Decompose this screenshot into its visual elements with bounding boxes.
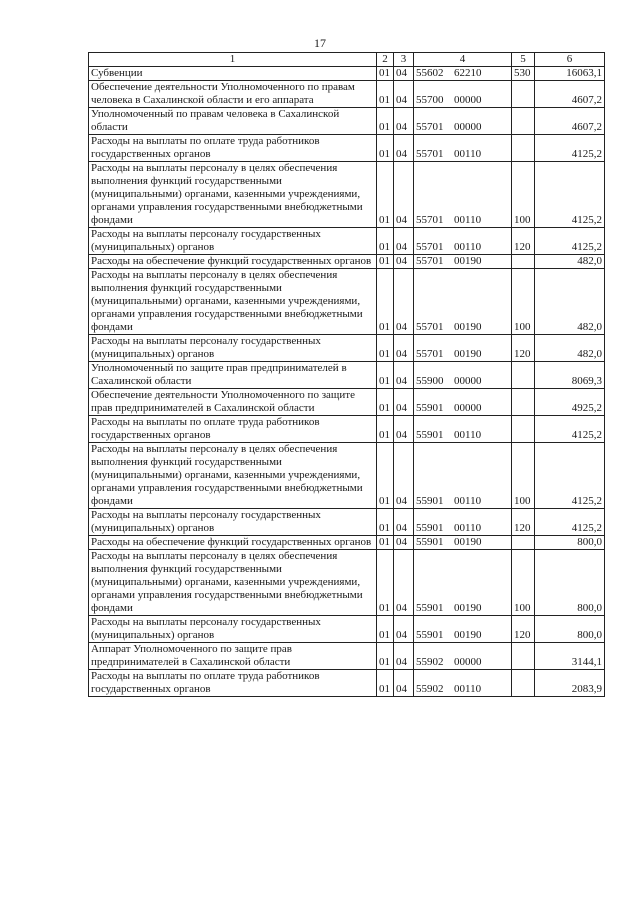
row-amount: 4607,2 xyxy=(535,108,605,135)
row-csr xyxy=(414,67,512,81)
row-csr xyxy=(414,389,512,416)
row-pr: 04 xyxy=(394,509,414,536)
table-body xyxy=(89,67,605,697)
row-csr-program: 55901 xyxy=(416,495,444,507)
row-name: Расходы на выплаты по оплате труда работников государственных органов xyxy=(89,416,377,443)
row-csr-direction: 00190 xyxy=(454,321,482,333)
row-amount: 4125,2 xyxy=(535,228,605,255)
row-amount: 16063,1 xyxy=(535,67,605,81)
row-amount: 2083,9 xyxy=(535,670,605,697)
row-pr: 04 xyxy=(394,670,414,697)
row-name: Расходы на выплаты персоналу государственных (муниципальных) органов xyxy=(89,228,377,255)
row-csr-direction: 00110 xyxy=(454,429,482,441)
row-rz: 01 xyxy=(377,643,394,670)
row-csr-direction: 00110 xyxy=(454,241,482,253)
row-rz: 01 xyxy=(377,162,394,228)
row-name: Расходы на выплаты по оплате труда работников государственных органов xyxy=(89,135,377,162)
table-row xyxy=(89,362,605,389)
row-pr: 04 xyxy=(394,335,414,362)
row-vr xyxy=(512,416,535,443)
row-csr-program: 55901 xyxy=(416,522,444,534)
row-name: Расходы на выплаты персоналу в целях обеспечения выполнения функций государственными (муниципальными) органами, казенными учреждениями, органами управления государственными внебюджетными фондами xyxy=(89,269,377,335)
page-number: 17 xyxy=(314,36,326,50)
row-csr-direction: 62210 xyxy=(454,67,482,79)
row-amount: 800,0 xyxy=(535,616,605,643)
row-pr: 04 xyxy=(394,108,414,135)
row-vr: 120 xyxy=(512,228,535,255)
row-pr: 04 xyxy=(394,616,414,643)
row-pr: 04 xyxy=(394,228,414,255)
row-vr xyxy=(512,536,535,550)
row-pr: 04 xyxy=(394,135,414,162)
row-name: Расходы на выплаты персоналу государственных (муниципальных) органов xyxy=(89,616,377,643)
row-csr xyxy=(414,162,512,228)
row-vr xyxy=(512,81,535,108)
row-amount: 8069,3 xyxy=(535,362,605,389)
row-pr: 04 xyxy=(394,255,414,269)
table-row xyxy=(89,255,605,269)
budget-table xyxy=(88,52,605,697)
row-pr: 04 xyxy=(394,162,414,228)
row-csr-program: 55901 xyxy=(416,429,444,441)
row-csr xyxy=(414,362,512,389)
row-csr xyxy=(414,269,512,335)
row-pr: 04 xyxy=(394,416,414,443)
row-rz: 01 xyxy=(377,616,394,643)
table-row xyxy=(89,416,605,443)
row-csr-program: 55602 xyxy=(416,67,444,79)
table-row xyxy=(89,228,605,255)
row-csr xyxy=(414,228,512,255)
row-csr-program: 55900 xyxy=(416,375,444,387)
row-csr xyxy=(414,81,512,108)
row-vr xyxy=(512,389,535,416)
row-csr-program: 55701 xyxy=(416,214,444,226)
row-vr xyxy=(512,362,535,389)
table-row xyxy=(89,643,605,670)
row-csr-direction: 00110 xyxy=(454,148,482,160)
row-vr: 120 xyxy=(512,509,535,536)
row-rz: 01 xyxy=(377,362,394,389)
row-csr xyxy=(414,550,512,616)
row-csr xyxy=(414,643,512,670)
row-name: Уполномоченный по защите прав предпринимателей в Сахалинской области xyxy=(89,362,377,389)
table-row xyxy=(89,670,605,697)
row-csr xyxy=(414,509,512,536)
row-csr-program: 55901 xyxy=(416,536,444,548)
table-row xyxy=(89,81,605,108)
row-amount: 4125,2 xyxy=(535,509,605,536)
row-amount: 4125,2 xyxy=(535,135,605,162)
table-row xyxy=(89,67,605,81)
row-csr-direction: 00190 xyxy=(454,602,482,614)
row-amount: 800,0 xyxy=(535,536,605,550)
table-row xyxy=(89,536,605,550)
row-name: Обеспечение деятельности Уполномоченного по правам человека в Сахалинской области и его аппарата xyxy=(89,81,377,108)
table-row xyxy=(89,443,605,509)
row-csr-program: 55701 xyxy=(416,321,444,333)
row-csr-program: 55701 xyxy=(416,348,444,360)
row-pr: 04 xyxy=(394,643,414,670)
row-rz: 01 xyxy=(377,550,394,616)
table-row xyxy=(89,108,605,135)
row-amount: 4125,2 xyxy=(535,162,605,228)
row-rz: 01 xyxy=(377,389,394,416)
row-csr-program: 55902 xyxy=(416,656,444,668)
row-vr xyxy=(512,255,535,269)
row-csr xyxy=(414,108,512,135)
row-pr: 04 xyxy=(394,81,414,108)
header-col-4: 4 xyxy=(414,53,512,67)
row-amount: 4607,2 xyxy=(535,81,605,108)
row-name: Обеспечение деятельности Уполномоченного по защите прав предпринимателей в Сахалинской области xyxy=(89,389,377,416)
header-col-3: 3 xyxy=(394,53,414,67)
table-row xyxy=(89,335,605,362)
row-csr xyxy=(414,670,512,697)
table-row xyxy=(89,509,605,536)
row-vr: 120 xyxy=(512,335,535,362)
row-pr: 04 xyxy=(394,362,414,389)
row-csr-program: 55700 xyxy=(416,94,444,106)
row-csr xyxy=(414,335,512,362)
row-rz: 01 xyxy=(377,228,394,255)
row-csr xyxy=(414,416,512,443)
row-name: Расходы на выплаты персоналу в целях обеспечения выполнения функций государственными (муниципальными) органами, казенными учреждениями, органами управления государственными внебюджетными фондами xyxy=(89,162,377,228)
row-rz: 01 xyxy=(377,81,394,108)
row-csr xyxy=(414,443,512,509)
row-vr: 100 xyxy=(512,269,535,335)
row-csr-program: 55902 xyxy=(416,683,444,695)
row-amount: 482,0 xyxy=(535,255,605,269)
row-pr: 04 xyxy=(394,443,414,509)
row-pr: 04 xyxy=(394,269,414,335)
row-vr: 530 xyxy=(512,67,535,81)
row-csr-direction: 00190 xyxy=(454,348,482,360)
row-rz: 01 xyxy=(377,255,394,269)
row-csr-program: 55701 xyxy=(416,241,444,253)
row-csr-direction: 00190 xyxy=(454,629,482,641)
row-vr: 100 xyxy=(512,443,535,509)
row-csr-direction: 00110 xyxy=(454,214,482,226)
row-vr: 100 xyxy=(512,550,535,616)
row-vr xyxy=(512,643,535,670)
row-rz: 01 xyxy=(377,269,394,335)
row-csr-direction: 00110 xyxy=(454,495,482,507)
row-pr: 04 xyxy=(394,389,414,416)
row-amount: 482,0 xyxy=(535,269,605,335)
row-name: Расходы на выплаты персоналу государственных (муниципальных) органов xyxy=(89,335,377,362)
row-csr-program: 55901 xyxy=(416,602,444,614)
row-amount: 4925,2 xyxy=(535,389,605,416)
row-csr-direction: 00110 xyxy=(454,522,482,534)
table-row xyxy=(89,616,605,643)
row-csr-direction: 00000 xyxy=(454,402,482,414)
row-rz: 01 xyxy=(377,443,394,509)
row-csr xyxy=(414,616,512,643)
row-rz: 01 xyxy=(377,509,394,536)
row-csr-program: 55701 xyxy=(416,148,444,160)
row-csr-direction: 00190 xyxy=(454,255,482,267)
row-csr-direction: 00190 xyxy=(454,536,482,548)
row-amount: 4125,2 xyxy=(535,443,605,509)
row-rz: 01 xyxy=(377,135,394,162)
table-row xyxy=(89,269,605,335)
row-rz: 01 xyxy=(377,108,394,135)
row-csr xyxy=(414,255,512,269)
row-name: Расходы на обеспечение функций государственных органов xyxy=(89,255,377,269)
row-rz: 01 xyxy=(377,670,394,697)
header-col-2: 2 xyxy=(377,53,394,67)
row-rz: 01 xyxy=(377,335,394,362)
header-col-1: 1 xyxy=(89,53,377,67)
row-rz: 01 xyxy=(377,536,394,550)
row-name: Уполномоченный по правам человека в Сахалинской области xyxy=(89,108,377,135)
row-amount: 4125,2 xyxy=(535,416,605,443)
row-csr-program: 55701 xyxy=(416,255,444,267)
header-row xyxy=(89,53,605,67)
row-csr-direction: 00000 xyxy=(454,94,482,106)
row-csr-direction: 00000 xyxy=(454,121,482,133)
row-vr: 120 xyxy=(512,616,535,643)
table-row xyxy=(89,389,605,416)
row-rz: 01 xyxy=(377,416,394,443)
row-name: Расходы на выплаты персоналу в целях обеспечения выполнения функций государственными (муниципальными) органами, казенными учреждениями, органами управления государственными внебюджетными фондами xyxy=(89,550,377,616)
row-name: Расходы на выплаты персоналу в целях обеспечения выполнения функций государственными (муниципальными) органами, казенными учреждениями, органами управления государственными внебюджетными фондами xyxy=(89,443,377,509)
row-vr: 100 xyxy=(512,162,535,228)
row-amount: 482,0 xyxy=(535,335,605,362)
row-vr xyxy=(512,108,535,135)
row-name: Расходы на выплаты по оплате труда работников государственных органов xyxy=(89,670,377,697)
header-col-6: 6 xyxy=(535,53,605,67)
row-name: Расходы на выплаты персоналу государственных (муниципальных) органов xyxy=(89,509,377,536)
row-csr-direction: 00000 xyxy=(454,656,482,668)
row-csr-program: 55701 xyxy=(416,121,444,133)
row-csr-direction: 00110 xyxy=(454,683,482,695)
table-row xyxy=(89,135,605,162)
header-col-5: 5 xyxy=(512,53,535,67)
row-amount: 800,0 xyxy=(535,550,605,616)
row-csr xyxy=(414,536,512,550)
table-row xyxy=(89,162,605,228)
row-csr xyxy=(414,135,512,162)
row-name: Расходы на обеспечение функций государственных органов xyxy=(89,536,377,550)
row-name: Субвенции xyxy=(89,67,377,81)
row-csr-direction: 00000 xyxy=(454,375,482,387)
row-name: Аппарат Уполномоченного по защите прав предпринимателей в Сахалинской области xyxy=(89,643,377,670)
row-rz: 01 xyxy=(377,67,394,81)
row-amount: 3144,1 xyxy=(535,643,605,670)
row-csr-program: 55901 xyxy=(416,629,444,641)
row-vr xyxy=(512,135,535,162)
row-pr: 04 xyxy=(394,536,414,550)
row-pr: 04 xyxy=(394,67,414,81)
row-vr xyxy=(512,670,535,697)
row-pr: 04 xyxy=(394,550,414,616)
row-csr-program: 55901 xyxy=(416,402,444,414)
table-row xyxy=(89,550,605,616)
